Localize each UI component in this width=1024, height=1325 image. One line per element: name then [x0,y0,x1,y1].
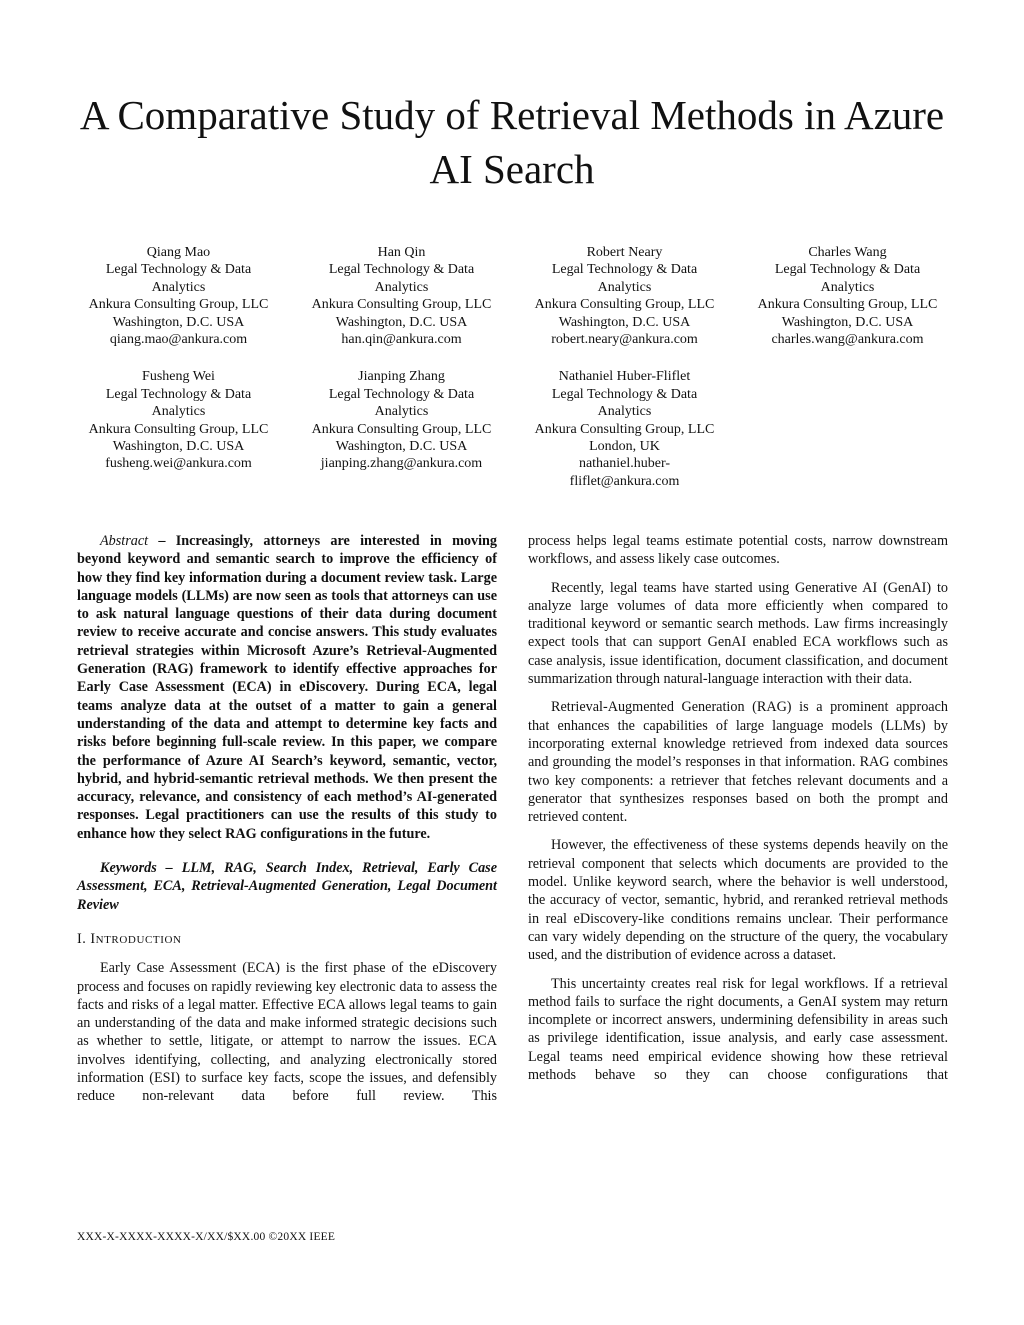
author-email[interactable]: fusheng.wei@ankura.com [105,456,252,472]
author-location: Washington, D.C. USA [112,439,245,455]
author-department: Legal Technology & Data [774,262,921,278]
author-card [736,244,959,348]
body-paragraph: Retrieval-Augmented Generation (RAG) is a prominent approach that enhances the capabilities of large language models (LLMs) by incorporating external knowledge retrieved from indexed data sources and grounding the model’s responses in that information. RAG combines two key components: a retriever that fetches relevant documents and a generator that synthesizes responses based on both the prompt and retrieved content. [528,699,948,826]
intro-paragraph-continued: process helps legal teams estimate potential costs, narrow downstream workflows, and assess likely case outcomes. [528,533,948,568]
author-name: Qiang Mao [146,245,211,260]
author-email[interactable]: robert.neary@ankura.com [551,332,698,348]
left-column [77,532,497,1106]
author-location: Washington, D.C. USA [558,314,691,330]
abstract [77,532,497,843]
author-card [513,368,736,490]
author-department: Legal Technology & Data [105,262,252,278]
author-email[interactable]: han.qin@ankura.com [341,332,462,348]
author-name: Jianping Zhang [358,369,445,385]
author-location: Washington, D.C. USA [112,314,245,330]
author-name: Han Qin [377,245,426,260]
section-heading-introduction [77,930,497,949]
author-organization: Ankura Consulting Group, LLC [88,421,269,437]
author-department-cont: Analytics [151,404,206,420]
author-organization: Ankura Consulting Group, LLC [534,297,715,313]
author-card [67,368,290,490]
author-organization: Ankura Consulting Group, LLC [534,421,715,437]
author-email[interactable]: qiang.mao@ankura.com [109,332,248,348]
author-location: Washington, D.C. USA [335,439,468,455]
author-name: Charles Wang [808,245,887,260]
right-column [528,532,948,1084]
author-name: Robert Neary [586,245,663,260]
author-department-cont: Analytics [374,279,429,295]
author-card [290,368,513,490]
author-card [513,244,736,348]
author-email[interactable]: jianping.zhang@ankura.com [320,456,483,472]
body-paragraph: However, the effectiveness of these systems depends heavily on the retrieval component that selects which documents are provided to the model. Unlike keyword search, where the behavior is well understood, the accuracy of vector, semantic, hybrid, and reranked retrieval methods in real eDiscovery-like conditions remains unclear. Their performance can vary widely depending on the structure of the query, the vocabulary used, and the distribution of evidence across a dataset. [528,837,948,964]
author-location: Washington, D.C. USA [335,314,468,330]
author-department-cont: Analytics [597,279,652,295]
author-department: Legal Technology & Data [328,262,475,278]
author-name: Nathaniel Huber-Fliflet [558,369,691,385]
author-department-cont: Analytics [597,404,652,420]
keywords: Keywords – LLM, RAG, Search Index, Retrieval, Early Case Assessment, ECA, Retrieval-Augmented Generation, Legal Document Review [77,860,497,913]
section-number: I. [77,930,91,947]
author-organization: Ankura Consulting Group, LLC [88,297,269,313]
abstract-dash: – [148,533,176,549]
author-location: London, UK [589,439,660,455]
author-location: Washington, D.C. USA [781,314,914,330]
abstract-text: Increasingly, attorneys are interested in moving beyond keyword and semantic search to improve the efficiency of how they find key information during a document review task. Large language models (LLMs) are now seen as tools that attorneys can use to ask natural language questions of their data during document review to receive accurate and concise answers. This study evaluates retrieval strategies within Microsoft Azure’s Retrieval-Augmented Generation (RAG) framework to identify effective approaches for Early Case Assessment (ECA) in eDiscovery. During ECA, legal teams analyze data at the outset of a matter to gain a general understanding of the data and attempt to determine key facts and risks before beginning full-scale review. In this paper, we compare the performance of Azure AI Search’s keyword, semantic, vector, hybrid, and hybrid-semantic retrieval methods. We then present the accuracy, relevance, and consistency of each method’s AI-generated responses. Legal practitioners can use the results of this study to enhance how they select RAG configurations in the future. [77,533,498,842]
author-organization: Ankura Consulting Group, LLC [757,297,938,313]
author-name: Fusheng Wei [142,369,215,385]
intro-paragraph: Early Case Assessment (ECA) is the first phase of the eDiscovery process and focuses on rapidly reviewing key electronic data to assess the facts and risks of a legal matter. Effective ECA allows legal teams to gain an understanding of the data and make informed strategic decisions such as whether to settle, litigate, or attempt to narrow the issues. ECA involves identifying, collecting, and analyzing electronically stored information (ESI) to surface key facts, scope the issues, and defensibly reduce non-relevant data before full review. This [77,960,497,1105]
author-block [67,244,959,490]
author-email-cont[interactable]: fliflet@ankura.com [569,473,680,489]
author-department: Legal Technology & Data [551,262,698,278]
section-title-rest: NTRODUCTION [95,933,182,946]
author-department: Legal Technology & Data [105,386,252,402]
author-email[interactable]: nathaniel.huber- [578,456,671,472]
author-email[interactable]: charles.wang@ankura.com [771,332,924,348]
author-card [67,244,290,348]
paper-title: A Comparative Study of Retrieval Methods in Azure AI Search [79,92,945,192]
author-department: Legal Technology & Data [328,386,475,402]
copyright-footer: XXX-X-XXXX-XXXX-X/XX/$XX.00 ©20XX IEEE [77,1231,336,1243]
body-paragraph: Recently, legal teams have started using Generative AI (GenAI) to analyze large volumes of data more efficiently when compared to traditional keyword or semantic search methods. Law firms increasingly expect tools that can support GenAI enabled ECA workflows such as case analysis, issue identification, document classification, and document summarization through natural-language interaction with their data. [528,579,948,688]
author-department: Legal Technology & Data [551,386,698,402]
abstract-label: Abstract [100,533,149,549]
author-organization: Ankura Consulting Group, LLC [311,421,492,437]
body-paragraph: This uncertainty creates real risk for legal workflows. If a retrieval method fails to surface the right documents, a GenAI system may return incomplete or incorrect answers, undermining defensibility in areas such as privilege identification, issue analysis, and early case assessment. Legal teams need empirical evidence showing how these retrieval methods behave so they can choose configurations that [528,975,948,1084]
author-department-cont: Analytics [820,279,875,295]
section-title-initial: I [90,930,96,947]
author-card [290,244,513,348]
author-organization: Ankura Consulting Group, LLC [311,297,492,313]
author-department-cont: Analytics [374,404,429,420]
author-department-cont: Analytics [151,279,206,295]
